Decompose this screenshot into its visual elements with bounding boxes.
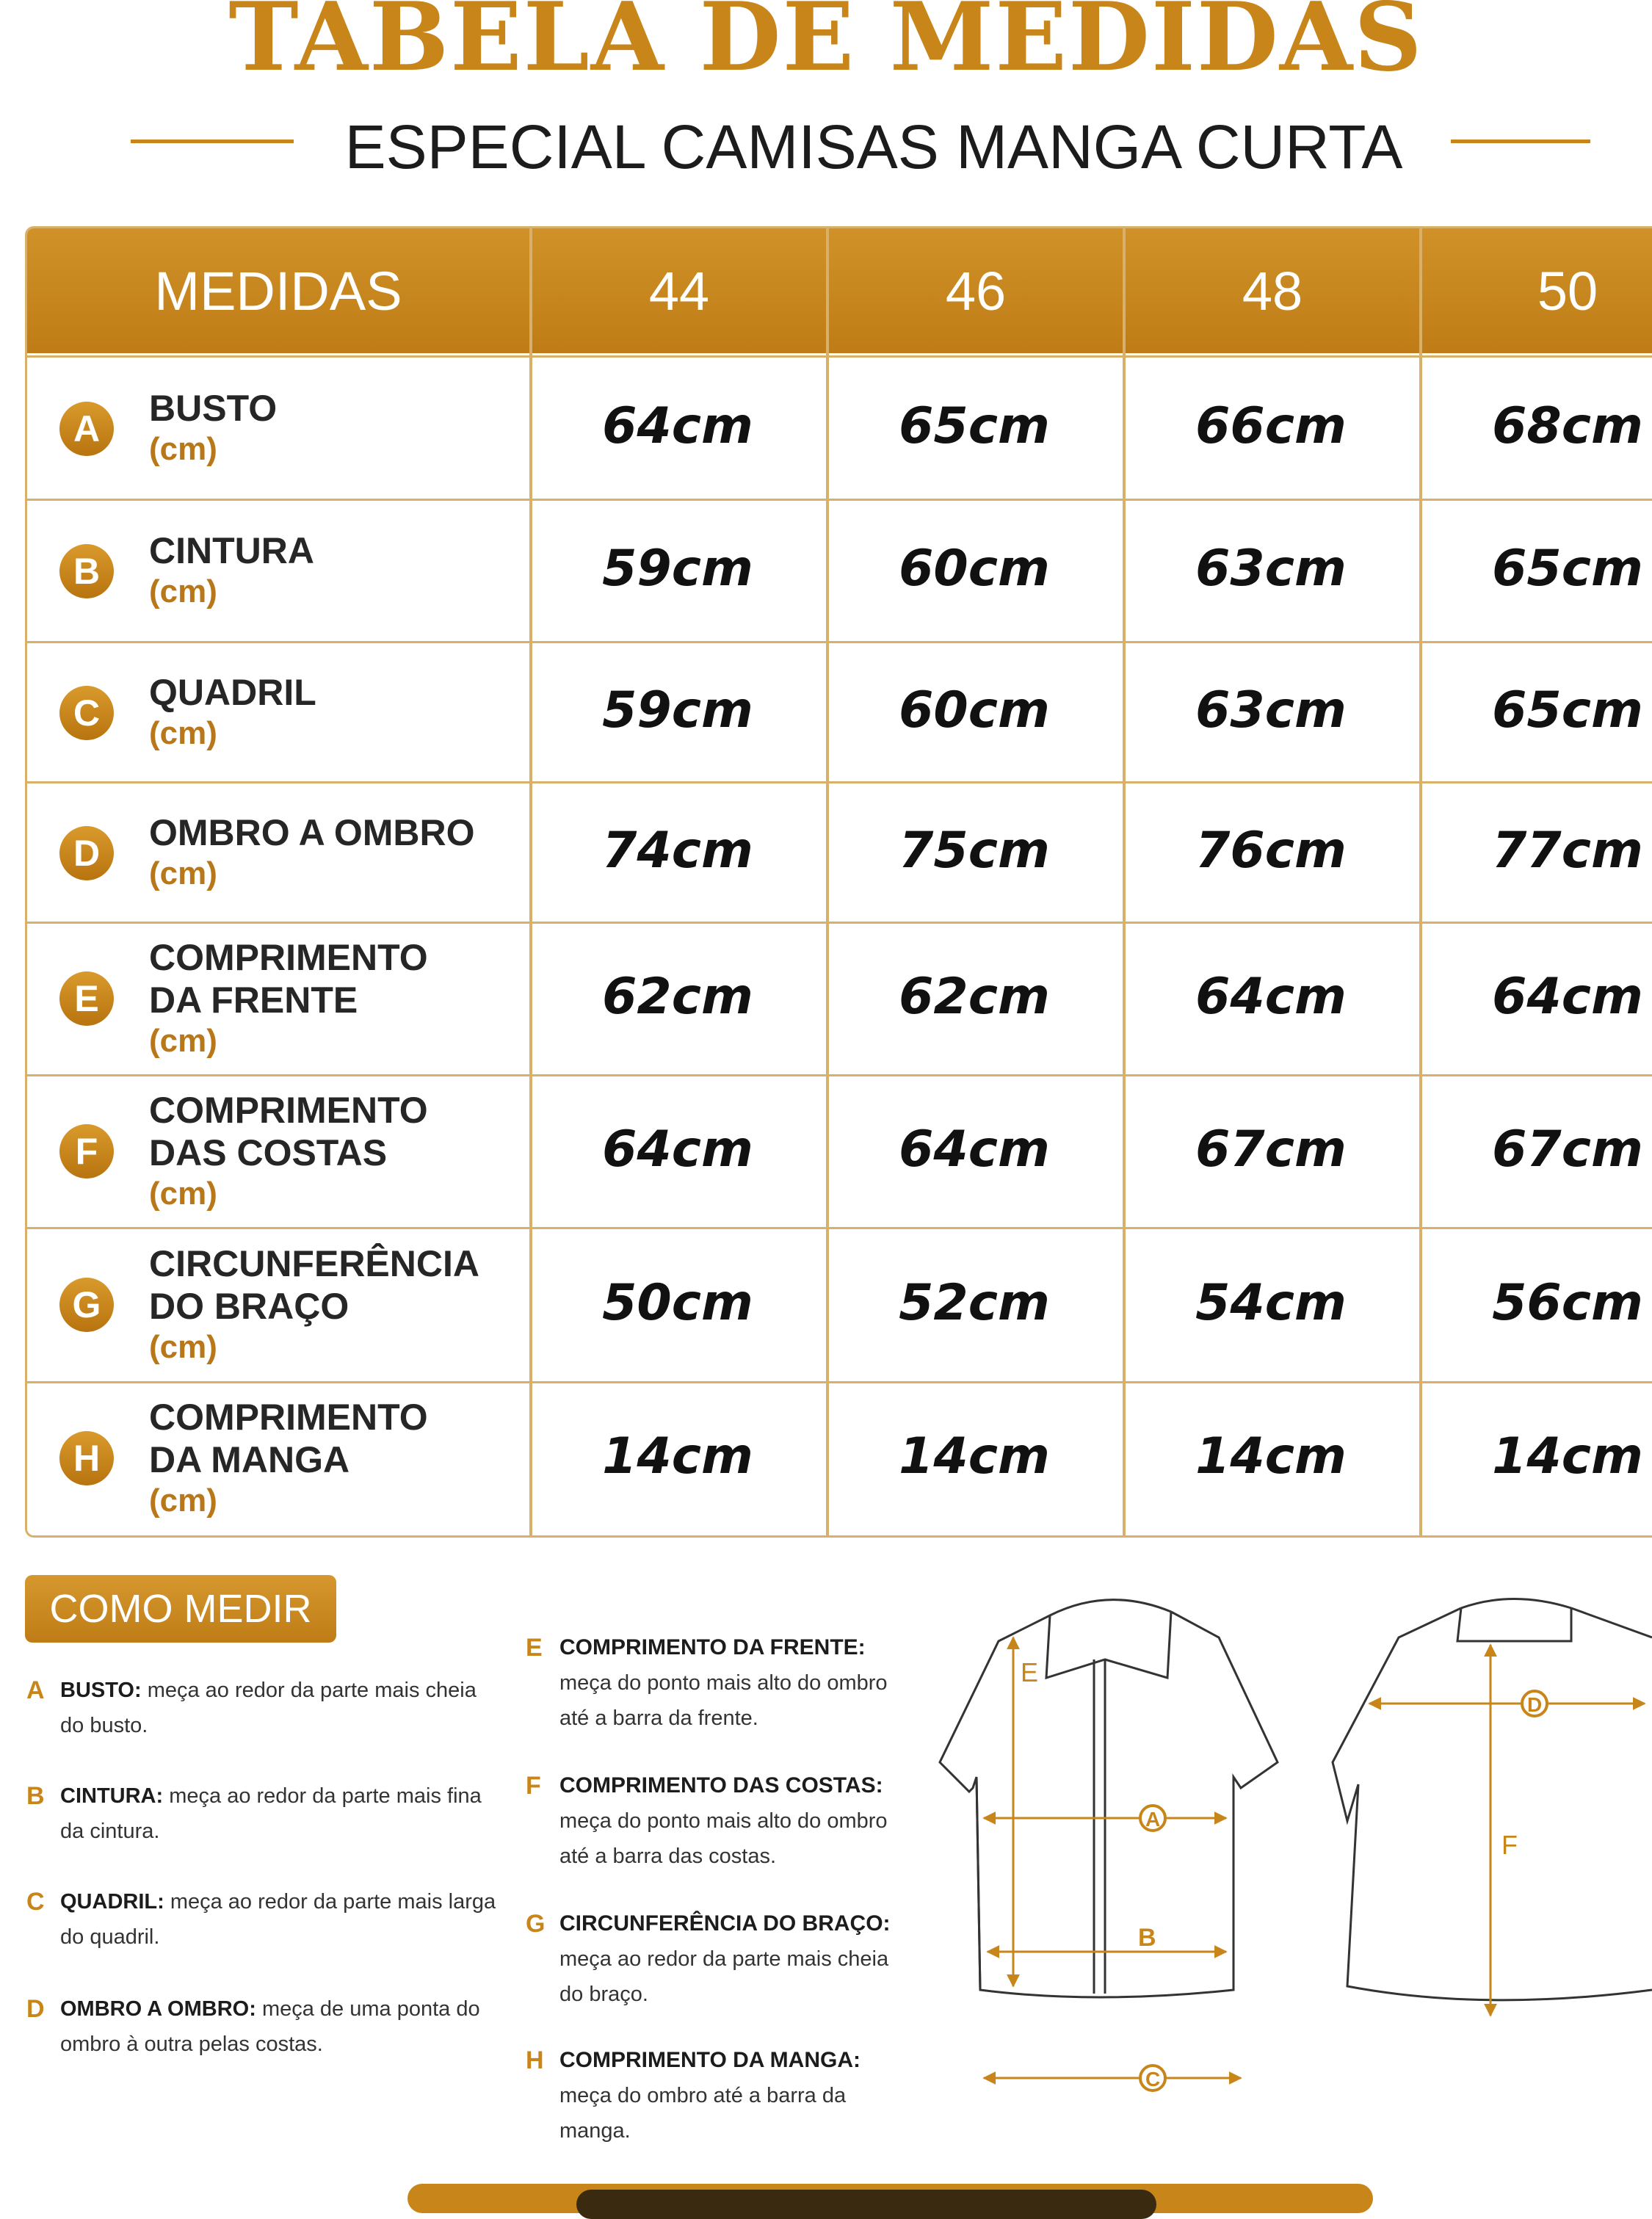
subtitle-line-right <box>1451 140 1590 143</box>
measure-name: CINTURA <box>149 530 314 571</box>
bottom-banner <box>407 2184 1373 2213</box>
table-cell: 14cm <box>1195 1427 1347 1485</box>
instruction-letter: F <box>526 1772 541 1800</box>
table-cell: 77cm <box>1492 822 1643 880</box>
table-cell: 68cm <box>1492 397 1643 455</box>
measure-unit: (cm) <box>149 431 217 467</box>
instruction-heading: OMBRO A OMBRO: <box>60 1997 256 2021</box>
instruction-text: meça ao redor da parte mais cheia do braço. <box>559 1947 889 2006</box>
table-cell: 76cm <box>1195 822 1347 880</box>
page-title: TABELA DE MEDIDAS <box>228 0 1424 93</box>
front-shirt-drawing <box>940 1600 1278 1997</box>
instruction-item <box>26 1991 501 2062</box>
instruction-item <box>26 1884 501 1955</box>
measure-label <box>149 387 277 469</box>
measure-label <box>149 1242 479 1367</box>
instruction-letter: H <box>526 2046 544 2074</box>
table-cell: 63cm <box>1195 681 1347 739</box>
instruction-item <box>526 1630 912 1736</box>
measure-name: OMBRO A OMBRO <box>149 812 475 853</box>
table-cell: 62cm <box>602 968 753 1026</box>
letter-badge-icon: E <box>59 971 114 1026</box>
instruction-letter: A <box>26 1676 45 1704</box>
table-cell: 56cm <box>1492 1274 1643 1332</box>
measure-unit: (cm) <box>149 855 217 891</box>
measure-label <box>149 529 314 612</box>
back-label-f: F <box>1501 1830 1518 1860</box>
back-shirt-drawing <box>1333 1599 1652 2000</box>
table-cell: 75cm <box>899 822 1050 880</box>
instruction-heading: COMPRIMENTO DA FRENTE: <box>559 1635 866 1659</box>
header-size-44: 44 <box>648 260 710 322</box>
instruction-heading: BUSTO: <box>60 1679 142 1702</box>
table-cell: 64cm <box>602 397 753 455</box>
table-cell: 66cm <box>1195 397 1347 455</box>
table-cell: 54cm <box>1195 1274 1347 1332</box>
letter-badge-icon: A <box>59 402 114 456</box>
measure-unit: (cm) <box>149 1483 217 1518</box>
table-cell: 65cm <box>899 397 1050 455</box>
instruction-text: meça do ombro até a barra da manga. <box>559 2084 847 2143</box>
table-row <box>27 641 1652 783</box>
header-measures: MEDIDAS <box>154 260 402 322</box>
measure-label <box>149 811 474 894</box>
instruction-letter: B <box>26 1782 45 1810</box>
measure-label <box>149 1089 428 1214</box>
measure-name: BUSTO <box>149 388 278 429</box>
header-size-46: 46 <box>945 260 1007 322</box>
table-cell: 59cm <box>602 681 753 739</box>
front-label-c: C <box>1145 2068 1161 2091</box>
size-table <box>25 226 1652 1538</box>
measure-name: COMPRIMENTO DA FRENTE <box>149 937 428 1021</box>
measure-name: CIRCUNFERÊNCIA DO BRAÇO <box>149 1243 479 1327</box>
table-cell: 64cm <box>1492 968 1643 1026</box>
table-cell: 63cm <box>1195 540 1347 598</box>
subtitle-line-left <box>131 140 294 143</box>
instruction-letter: C <box>26 1888 45 1916</box>
instruction-text: meça do ponto mais alto do ombro até a barra da frente. <box>559 1671 888 1730</box>
table-cell: 14cm <box>899 1427 1050 1485</box>
letter-badge-icon: H <box>59 1431 114 1485</box>
instruction-item <box>26 1778 501 1849</box>
table-header <box>27 228 1652 353</box>
instruction-letter: G <box>526 1910 546 1938</box>
table-cell: 64cm <box>1195 968 1347 1026</box>
instruction-text: meça ao redor da parte mais cheia do busto. <box>60 1679 477 1737</box>
table-cell: 64cm <box>899 1121 1050 1179</box>
measure-unit: (cm) <box>149 715 217 751</box>
table-cell: 60cm <box>899 681 1050 739</box>
instruction-heading: COMPRIMENTO DA MANGA: <box>559 2048 861 2072</box>
page-subtitle: ESPECIAL CAMISAS MANGA CURTA <box>344 112 1403 181</box>
front-label-e: E <box>1021 1657 1039 1687</box>
measure-unit: (cm) <box>149 1023 217 1059</box>
table-cell: 14cm <box>1492 1427 1643 1485</box>
measure-name: QUADRIL <box>149 672 316 713</box>
front-label-b: B <box>1138 1924 1156 1952</box>
table-row <box>27 1381 1652 1535</box>
instruction-item <box>26 1673 501 1743</box>
table-cell: 64cm <box>602 1121 753 1179</box>
instruction-text: meça ao redor da parte mais larga do quadril. <box>60 1890 496 1949</box>
table-cell: 62cm <box>899 968 1050 1026</box>
measure-unit: (cm) <box>149 1176 217 1212</box>
measure-label <box>149 671 316 753</box>
bottom-banner-inner <box>576 2190 1156 2219</box>
measure-unit: (cm) <box>149 1329 217 1365</box>
instruction-item <box>526 2043 912 2149</box>
table-cell: 65cm <box>1492 540 1643 598</box>
back-label-d: D <box>1527 1693 1543 1716</box>
table-row <box>27 781 1652 924</box>
header-size-48: 48 <box>1242 260 1303 322</box>
instruction-text: meça de uma ponta do ombro à outra pelas costas. <box>60 1997 480 2056</box>
table-row <box>27 1227 1652 1383</box>
instruction-letter: D <box>26 1995 45 2023</box>
how-to-measure-title: COMO MEDIR <box>25 1575 336 1643</box>
instruction-heading: QUADRIL: <box>60 1890 164 1914</box>
table-cell: 14cm <box>602 1427 753 1485</box>
instruction-heading: CIRCUNFERÊNCIA DO BRAÇO: <box>559 1911 891 1936</box>
instruction-heading: CINTURA: <box>60 1784 164 1808</box>
table-row <box>27 922 1652 1076</box>
instruction-letter: E <box>526 1634 543 1662</box>
table-row <box>27 355 1652 501</box>
measure-unit: (cm) <box>149 573 217 609</box>
table-cell: 74cm <box>602 822 753 880</box>
subtitle-row <box>0 110 1652 191</box>
table-row <box>27 499 1652 643</box>
letter-badge-icon: F <box>59 1124 114 1179</box>
letter-badge-icon: G <box>59 1278 114 1332</box>
table-cell: 59cm <box>602 540 753 598</box>
table-cell: 60cm <box>899 540 1050 598</box>
letter-badge-icon: C <box>59 686 114 740</box>
table-cell: 52cm <box>899 1274 1050 1332</box>
table-cell: 65cm <box>1492 681 1643 739</box>
header-size-50: 50 <box>1537 260 1598 322</box>
measure-label <box>149 936 428 1061</box>
table-cell: 50cm <box>602 1274 753 1332</box>
measure-name: COMPRIMENTO DA MANGA <box>149 1397 428 1480</box>
measure-name: COMPRIMENTO DAS COSTAS <box>149 1090 428 1173</box>
shirt-diagram <box>910 1579 1652 2122</box>
instruction-text: meça do ponto mais alto do ombro até a barra das costas. <box>559 1809 888 1868</box>
front-label-a: A <box>1145 1808 1161 1831</box>
table-row <box>27 1074 1652 1229</box>
instruction-heading: COMPRIMENTO DAS COSTAS: <box>559 1773 883 1798</box>
instruction-text: meça ao redor da parte mais fina da cintura. <box>60 1784 482 1843</box>
table-cell: 67cm <box>1492 1121 1643 1179</box>
instruction-item <box>526 1906 912 2012</box>
letter-badge-icon: D <box>59 826 114 880</box>
measure-label <box>149 1396 428 1521</box>
table-cell: 67cm <box>1195 1121 1347 1179</box>
letter-badge-icon: B <box>59 544 114 598</box>
instruction-item <box>526 1768 912 1874</box>
